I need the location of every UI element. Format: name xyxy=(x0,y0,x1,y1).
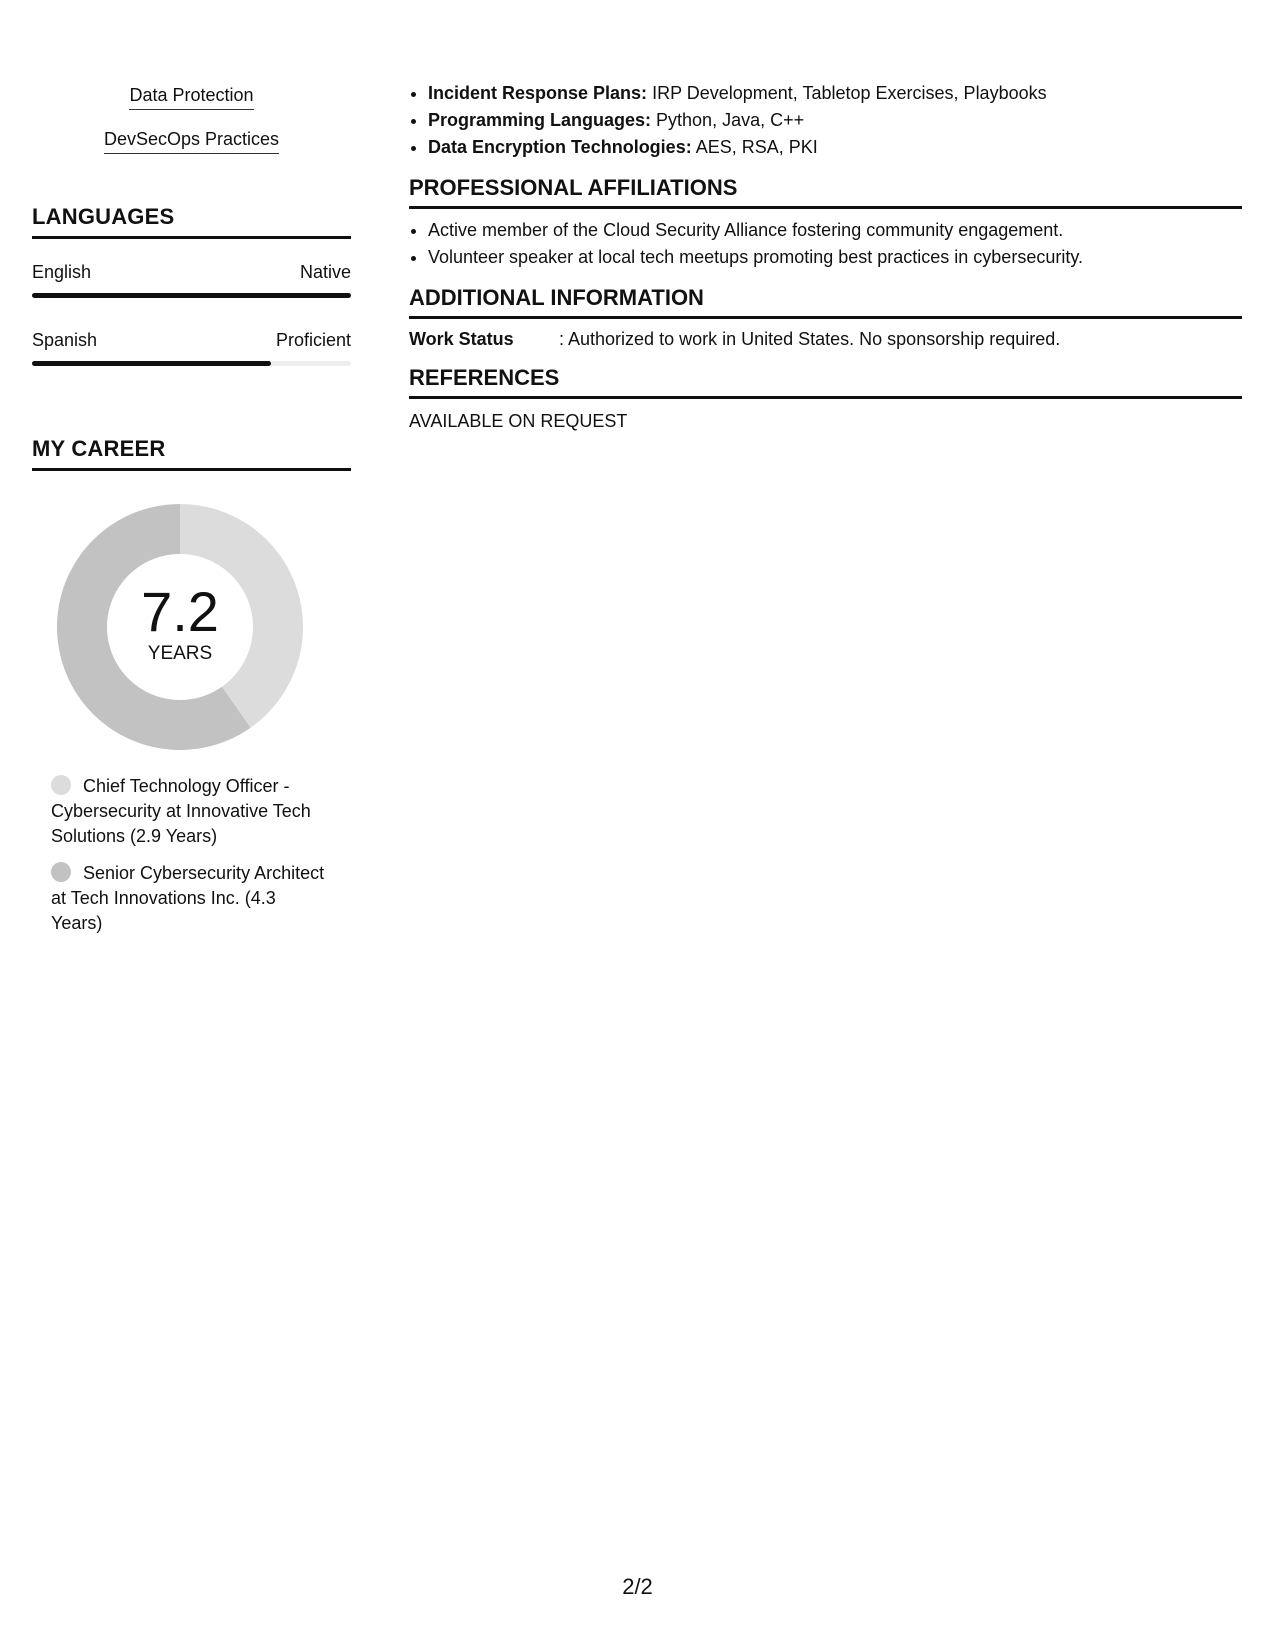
career-role-label: Senior Cybersecurity Architect at Tech Innovations Inc. (4.3 Years) xyxy=(51,863,325,933)
skill-tag: DevSecOps Practices xyxy=(104,128,279,154)
legend-dot-icon xyxy=(51,775,71,795)
skill-category-value: AES, RSA, PKI xyxy=(691,137,818,157)
list-item xyxy=(428,80,1242,107)
list-item xyxy=(428,134,1242,161)
work-status-value: : Authorized to work in United States. No sponsorship required. xyxy=(559,329,1061,349)
skill-category-label: Incident Response Plans: xyxy=(428,83,648,103)
career-legend xyxy=(32,774,351,936)
language-level: Native xyxy=(299,262,351,282)
career-years-label: YEARS xyxy=(147,643,213,664)
technical-skills-list xyxy=(409,80,1242,161)
language-level-bar xyxy=(32,361,351,366)
affiliations-heading: PROFESSIONAL AFFILIATIONS xyxy=(409,175,1242,209)
skill-category-value: IRP Development, Tabletop Exercises, Playbooks xyxy=(647,83,1047,103)
references-heading: REFERENCES xyxy=(409,365,1242,399)
work-status-row xyxy=(409,327,1242,351)
page-number: 2/2 xyxy=(622,1574,653,1599)
career-donut-chart xyxy=(57,504,303,750)
legend-dot-icon xyxy=(51,862,71,882)
right-column xyxy=(409,80,1242,433)
language-level-bar xyxy=(32,293,351,298)
language-name: Spanish xyxy=(32,330,98,350)
language-item xyxy=(32,329,351,366)
list-item: • Active member of the Cloud Security Alliance fostering community engagement. xyxy=(428,217,1242,244)
additional-info-heading: ADDITIONAL INFORMATION xyxy=(409,285,1242,319)
list-item: • Volunteer speaker at local tech meetups promoting best practices in cybersecurity. xyxy=(428,244,1242,271)
list-item xyxy=(428,107,1242,134)
left-column xyxy=(32,84,351,936)
affiliations-list xyxy=(409,217,1242,271)
career-legend-item xyxy=(51,774,331,849)
skill-category-value: Python, Java, C++ xyxy=(651,110,805,130)
languages-heading: LANGUAGES xyxy=(32,204,351,239)
work-status-label: Work Status xyxy=(409,329,514,349)
language-level-fill xyxy=(32,293,351,298)
career-total-years: 7.2 xyxy=(141,580,219,643)
references-text: AVAILABLE ON REQUEST xyxy=(409,411,628,431)
language-level-fill xyxy=(32,361,271,366)
career-legend-item xyxy=(51,861,331,936)
language-name: English xyxy=(32,262,92,282)
skill-category-label: Data Encryption Technologies: xyxy=(428,137,692,157)
career-role-label: Chief Technology Officer - Cybersecurity at Innovative Tech Solutions (2.9 Years) xyxy=(51,776,311,846)
career-heading: MY CAREER xyxy=(32,436,351,471)
language-level: Proficient xyxy=(275,330,351,350)
skill-tag: Data Protection xyxy=(129,84,253,110)
skill-category-label: Programming Languages: xyxy=(428,110,652,130)
language-item xyxy=(32,261,351,298)
